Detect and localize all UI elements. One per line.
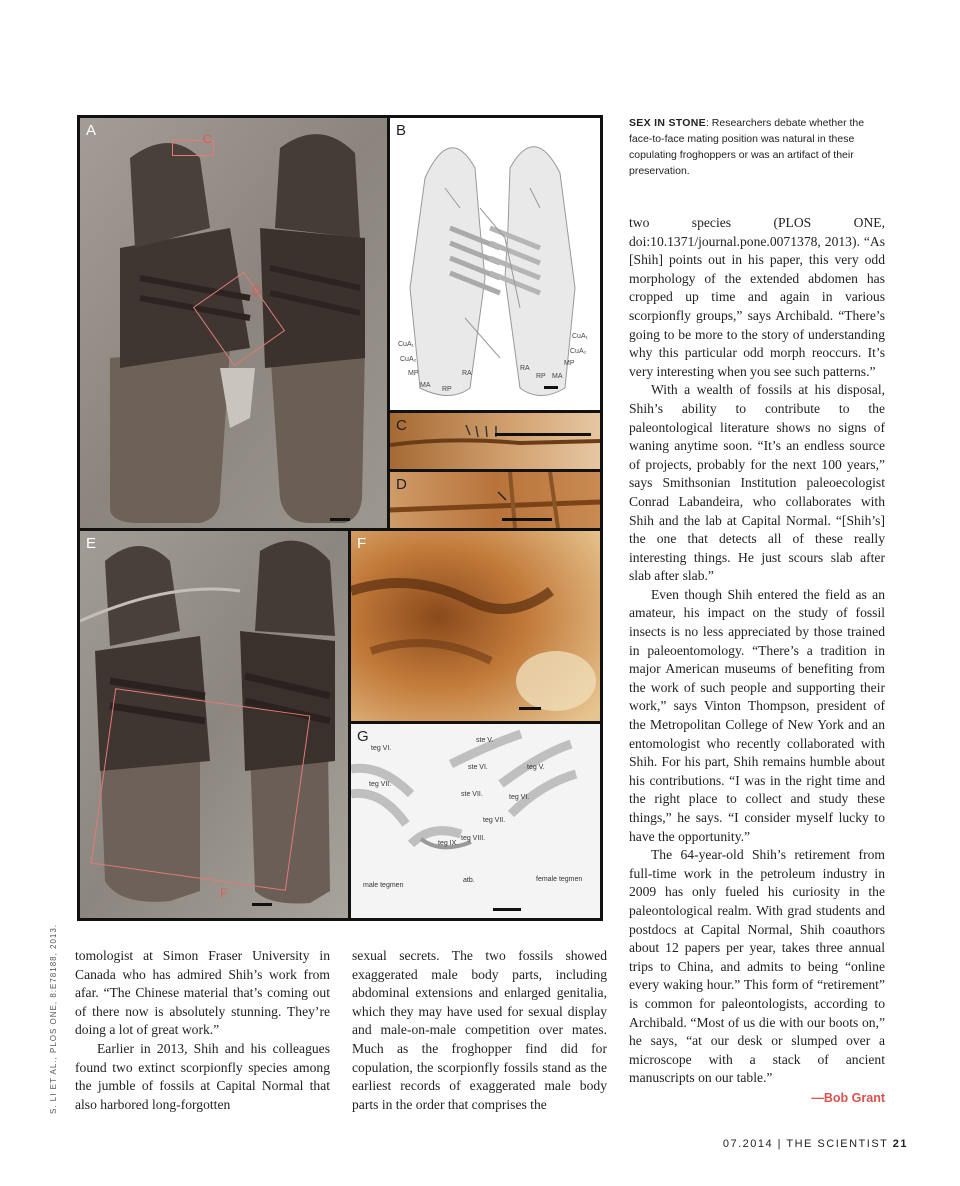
left-paragraph-1: tomologist at Simon Fraser University in Canada who has admired Shih’s work from afar. “The Chinese material that’s coming out of there now is absolutely stunning. They’re doing a lot of great work.” <box>75 948 330 1038</box>
body-column-right <box>629 214 885 1108</box>
roi-label-f: F <box>220 886 228 900</box>
panel-b-anno-cua2-left: CuA₂ <box>400 356 417 363</box>
panel-g-label-teg-viii: teg VIII. <box>461 835 486 842</box>
panel-b-anno-ma-right: MA <box>552 373 563 380</box>
panel-a-scale-bar <box>330 518 350 521</box>
right-paragraph-2: With a wealth of fossils at his disposal, Shih’s ability to contribute to the paleontological literature shows no signs of waning anytime soon. “It’s an endless source of projects, probably for the next 100 years,” says Smithsonian Institution paleoecologist Conrad Labandeira, who collaborates with Shih and the lab at Capital Normal. “[Shih’s] the one that detects all of these really interesting things. He just scours slab after slab after slab.” <box>629 382 885 584</box>
caption-text: : Researchers debate whether the face-to-face mating position was natural in these copulating froghoppers or was an artifact of their preservation. <box>629 117 865 177</box>
roi-label-c: C <box>203 132 212 146</box>
panel-label-d: D <box>396 476 407 493</box>
right-paragraph-4: The 64-year-old Shih’s retirement from full-time work in the petroleum industry in 2009 has only fueled his curiosity in the paleontological realm. With grad students and postdocs at Capital Normal, Shih coauthors about 12 papers per year, takes three annual trips to China, and admits to being “online every waking hour.” This form of “retirement” is common for paleontologists, according to Archibald. “Most of us die with our boots on,” he says, “at our desk or slumped over a microscope with a stack of ancient manuscripts on our table.” <box>629 847 885 1086</box>
left-paragraph-2: Earlier in 2013, Shih and his colleagues found two extinct scorpionfly species among the jumble of fossils at Capital Normal that also harbored long-forgotten <box>75 1040 330 1112</box>
panel-f <box>351 531 600 721</box>
panel-g-label-teg-vi-right: teg VI. <box>509 794 530 801</box>
panel-d-image <box>390 472 600 528</box>
figure <box>77 115 603 921</box>
body-column-middle <box>352 947 607 1114</box>
panel-g <box>351 724 600 918</box>
panel-g-label-ste-vi: ste VI. <box>468 764 488 771</box>
panel-d <box>390 472 600 528</box>
page-footer <box>723 1138 908 1150</box>
panel-g-label-teg-vi-left: teg VI. <box>371 745 392 752</box>
panel-g-label-ste-v: ste V. <box>476 737 494 744</box>
footer-issue: 07.2014 <box>722 1138 774 1150</box>
panel-g-label-male-tegmen: male tegmen <box>363 882 404 889</box>
panel-g-label-female-tegmen: female tegmen <box>536 876 583 883</box>
middle-paragraph-1: sexual secrets. The two fossils showed exaggerated male body parts, including abdominal extensions and enlarged genitalia, which they may have used for sexual display and male-on-male competition over mates. Much as the froghopper find did for copulation, the scorpionfly fossils stand as the earliest records of exaggerated male body parts in the order that comprises the <box>352 948 607 1112</box>
body-column-left <box>75 947 330 1114</box>
panel-b <box>390 118 600 410</box>
right-paragraph-3: Even though Shih entered the field as an amateur, his impact on the study of fossil insects is no less appreciated by those trained in paleoentomology. “There’s a tradition in major American museums of benefiting from the work of such people and supporting their work,” says Vinton Thompson, president of the Metropolitan College of New York and an entomologist who recently collaborated with Shih. For his part, Shih remains humble about his contributions. “I was in the right time and the right place to collect and study these things,” he says. “I consider myself lucky to have the opportunity.” <box>629 586 885 844</box>
panel-g-label-teg-vii-right: teg VII. <box>483 817 506 824</box>
panel-c <box>390 413 600 469</box>
roi-label-d: D <box>252 284 261 298</box>
panel-g-label-ste-vii: ste VII. <box>461 791 483 798</box>
panel-b-anno-ma-left: MA <box>420 382 431 389</box>
panel-b-anno-cua1-right: CuA₁ <box>572 333 588 340</box>
panel-g-label-teg-ix: teg IX. <box>438 840 459 847</box>
panel-b-anno-mp-left: MP <box>408 370 419 377</box>
panel-e <box>80 531 348 918</box>
panel-b-anno-cua1-left: CuA₁ <box>398 341 414 348</box>
panel-c-image <box>390 413 600 469</box>
footer-separator: | <box>777 1138 787 1150</box>
roi-box-f <box>91 688 311 891</box>
panel-label-e: E <box>86 535 97 552</box>
panel-label-b: B <box>396 122 407 139</box>
panel-label-f: F <box>357 535 367 552</box>
panel-b-anno-rp-left: RP <box>442 386 452 393</box>
panel-e-scale-bar <box>252 903 272 906</box>
photo-credit: S. LI ET AL., PLOS ONE, 8:E78188, 2013. <box>49 923 58 1114</box>
panel-b-anno-ra-right: RA <box>520 365 530 372</box>
panel-g-label-teg-v: teg V. <box>527 764 545 771</box>
panel-a <box>80 118 387 528</box>
right-paragraph-1: two species (PLOS ONE, doi:10.1371/journal.pone.0071378, 2013). “As [Shih] points out in his paper, this very odd morphology of the extended abdomen has cropped up time and again in various scorpionfly groups,” says Archibald. “There’s going to be more to the story of understanding why this particular odd morph reoccurs. It’s very interesting when you see such patterns.” <box>629 215 885 379</box>
panel-b-anno-rp-right: RP <box>536 373 546 380</box>
panel-g-label-teg-vii-left: teg VII. <box>369 781 392 788</box>
panel-label-a: A <box>86 122 97 139</box>
panel-g-label-atb: atb. <box>463 877 475 884</box>
footer-magazine: THE SCIENTIST <box>786 1138 889 1150</box>
panel-label-c: C <box>396 417 407 434</box>
footer-page-number: 21 <box>892 1138 908 1150</box>
figure-caption <box>629 115 889 179</box>
caption-head: SEX IN STONE <box>629 117 706 129</box>
panel-f-image <box>351 531 600 721</box>
panel-b-anno-ra-left: RA <box>462 370 472 377</box>
panel-b-anno-cua2-right: CuA₂ <box>570 348 587 355</box>
panel-b-anno-mp-right: MP <box>564 360 575 367</box>
panel-label-g: G <box>357 728 369 745</box>
byline: —Bob Grant <box>811 1090 885 1105</box>
